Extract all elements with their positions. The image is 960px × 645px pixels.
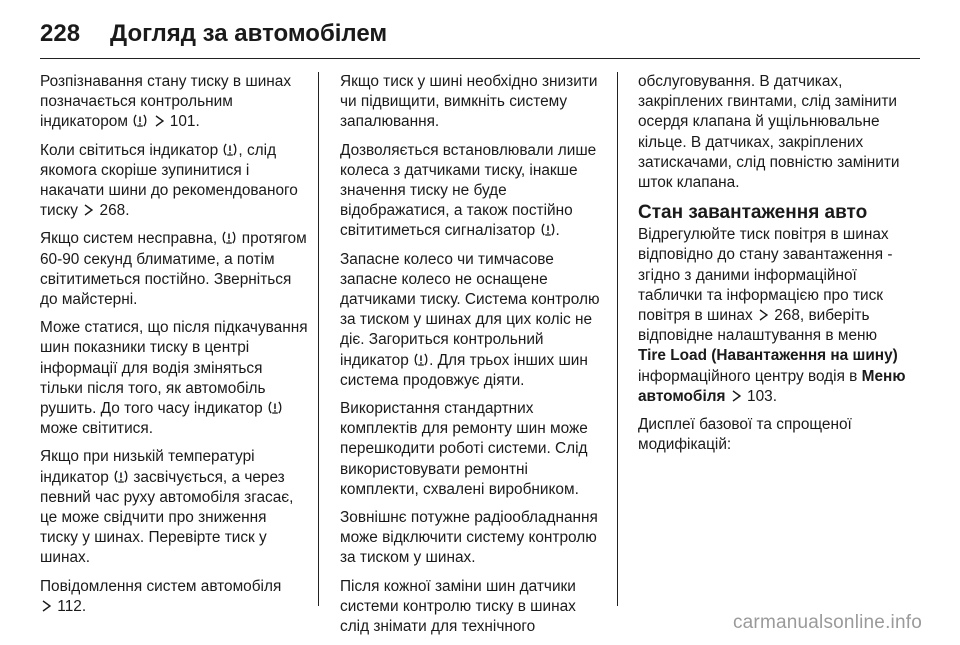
paragraph: обслуговування. В датчиках, закріплених гвинтами, слід замінити осердя клапана й ущільнювальне кільце. В датчиках, закріплених затискачами, слід повністю замінити шток клапана. (638, 73, 900, 192)
tire-pressure-warning-icon (133, 113, 147, 128)
page-reference[interactable]: 101. (169, 113, 200, 131)
section-heading: Стан завантаження авто (638, 202, 868, 224)
paragraph: Дозволяється встановлювали лише колеса з датчиками тиску, інакше значення тиску не буде відображатися, а також постійно світитиметься сигналізатор . (340, 141, 597, 240)
paragraph: Відрегулюйте тиск повітря в шинах відповідно до стану завантаження - згідно з даними інформаційної таблички та інформацією про тиск повітря в шинах 268, виберіть відповідне налаштування в меню Tire Load (Навантаження на шину) інформаційного центру водія в Меню автомобіля 103. (638, 226, 906, 405)
paragraph: Якщо при низькій температурі індикатор засвічується, а через певний час руху автомобіля згасає, це може свідчити про зниження тиску у шинах. Перевірте тиск у шинах. (40, 448, 294, 567)
paragraph: Повідомлення систем автомобіля 112. (40, 577, 282, 615)
column-3 (638, 72, 906, 463)
paragraph: Після кожної заміни шин датчики системи контролю тиску в шинах слід знімати для технічного (340, 577, 576, 636)
paragraph: Розпізнавання стану тиску в шинах позначається контрольним індикатором 101. (40, 73, 292, 131)
menu-label: Меню автомобіля (638, 367, 906, 405)
paragraph: Дисплеї базової та спрощеної модифікацій: (638, 416, 852, 454)
paragraph: Зовнішнє потужне радіообладнання може відключити систему контролю за тиском у шинах. (340, 509, 598, 567)
page-reference-arrow-icon (155, 115, 164, 127)
page-reference[interactable]: 103. (747, 387, 778, 405)
tire-pressure-warning-icon (268, 400, 282, 415)
column-divider-1 (318, 72, 319, 606)
page-reference-arrow-icon (759, 309, 768, 321)
tire-pressure-warning-icon (223, 142, 237, 157)
paragraph: Якщо тиск у шині необхідно знизити чи підвищити, вимкніть систему запалювання. (340, 73, 598, 131)
paragraph: Якщо систем несправна, протягом 60-90 секунд блиматиме, а потім світитиметься постійно. Зверніться до майстерні. (40, 230, 307, 309)
watermark: carmanualsonline.info (732, 612, 922, 633)
page-number: 228 (40, 20, 81, 47)
tire-pressure-warning-icon (114, 469, 128, 484)
paragraph: Використання стандартних комплектів для ремонту шин може перешкодити роботі системи. Слід використовувати ремонтні комплекти, схвалені виробником. (340, 400, 588, 498)
paragraph: Запасне колесо чи тимчасове запасне колесо не оснащене датчиками тиску. Система контролю за тиском у шинах для цих коліс не діє. Загориться контрольний індикатор . Для трьох інших шин система продовжує діяти. (340, 250, 600, 389)
column-2 (340, 72, 608, 645)
page-header (40, 14, 387, 54)
column-1 (40, 72, 308, 625)
tire-pressure-warning-icon (541, 222, 555, 237)
page-reference-arrow-icon (42, 600, 51, 612)
tire-pressure-warning-icon (414, 352, 428, 367)
header-divider (40, 58, 920, 59)
page-title: Догляд за автомобілем (110, 20, 388, 47)
column-divider-2 (617, 72, 618, 606)
page-reference[interactable]: 112. (57, 597, 87, 615)
page-reference-arrow-icon (732, 390, 741, 402)
paragraph: Може статися, що після підкачування шин показники тиску в центрі інформації для водія зміняться тільки після того, як автомобіль рушить. До того часу індикатор може світитися. (40, 319, 308, 438)
page-reference[interactable]: 268. (99, 202, 130, 220)
tire-pressure-warning-icon (222, 230, 236, 245)
paragraph: Коли світиться індикатор , слід якомога скоріше зупинитися і накачати шини до рекомендованого тиску 268. (40, 141, 298, 220)
page-reference-arrow-icon (84, 204, 93, 216)
page-reference[interactable]: 268, виберіть відповідне налаштування в меню (638, 307, 878, 345)
menu-item-label: Tire Load (Навантаження на шину) (638, 347, 898, 365)
